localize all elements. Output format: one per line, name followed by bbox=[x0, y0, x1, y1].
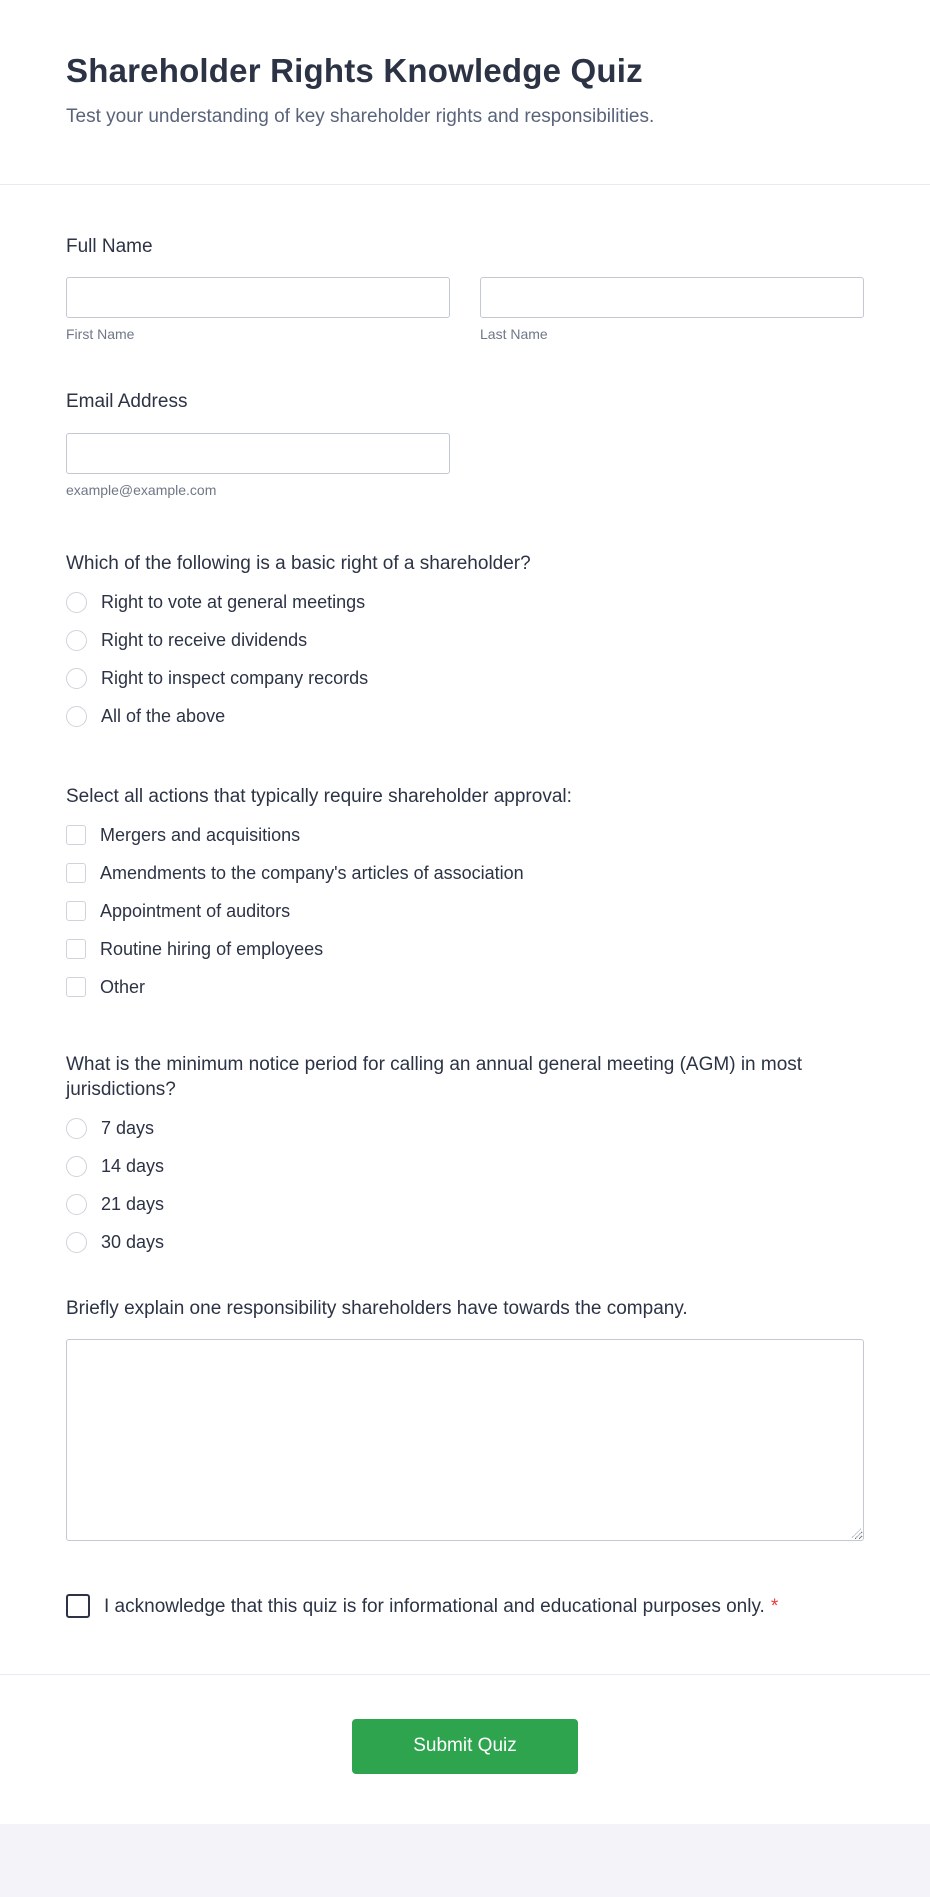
email-input-wrap bbox=[66, 433, 864, 474]
radio-option[interactable] bbox=[66, 1117, 864, 1141]
email-field bbox=[66, 390, 864, 498]
radio-icon[interactable] bbox=[66, 706, 87, 727]
question-label: Briefly explain one responsibility shareholders have towards the company. bbox=[66, 1297, 688, 1319]
option-label[interactable]: Right to inspect company records bbox=[101, 668, 369, 688]
acknowledgement-checkbox-icon[interactable] bbox=[66, 1594, 90, 1618]
checkbox-icon[interactable] bbox=[66, 863, 86, 883]
radio-group-notice-period bbox=[66, 1117, 864, 1255]
full-name-row bbox=[66, 277, 864, 342]
option-label[interactable]: Appointment of auditors bbox=[100, 900, 291, 921]
required-asterisk: * bbox=[770, 1596, 779, 1618]
full-name-label: Full Name bbox=[66, 235, 153, 257]
option-label[interactable]: Right to vote at general meetings bbox=[101, 592, 366, 612]
option-label[interactable]: 21 days bbox=[101, 1194, 165, 1215]
checkbox-option[interactable] bbox=[66, 975, 864, 999]
page-footer-strip bbox=[0, 1824, 930, 1876]
option-label[interactable]: 14 days bbox=[101, 1156, 165, 1177]
header-divider bbox=[0, 184, 930, 185]
acknowledgement-label[interactable]: I acknowledge that this quiz is for informational and educational purposes only. bbox=[104, 1596, 765, 1618]
submit-area bbox=[0, 1675, 930, 1824]
option-label[interactable]: Routine hiring of employees bbox=[100, 938, 324, 959]
submit-button[interactable]: Submit Quiz bbox=[352, 1719, 578, 1774]
radio-option[interactable] bbox=[66, 591, 864, 615]
radio-option[interactable] bbox=[66, 1155, 864, 1179]
radio-icon[interactable] bbox=[66, 592, 87, 613]
radio-icon[interactable] bbox=[66, 1156, 87, 1177]
first-name-col bbox=[66, 277, 450, 342]
option-label[interactable]: All of the above bbox=[101, 706, 226, 726]
acknowledgement-field bbox=[66, 1593, 864, 1622]
last-name-sublabel: Last Name bbox=[480, 326, 548, 343]
acknowledgement-row[interactable] bbox=[66, 1593, 786, 1622]
radio-icon[interactable] bbox=[66, 668, 87, 689]
form-header bbox=[0, 0, 930, 184]
first-name-input[interactable] bbox=[66, 277, 450, 318]
checkbox-icon[interactable] bbox=[66, 825, 86, 845]
first-name-sublabel: First Name bbox=[66, 326, 135, 343]
page-subtitle: Test your understanding of key shareholder rights and responsibilities. bbox=[66, 106, 655, 127]
option-label[interactable]: 7 days bbox=[101, 1118, 155, 1139]
question-label: What is the minimum notice period for calling an annual general meeting (AGM) in most jurisdictions? bbox=[66, 1054, 803, 1101]
email-hint: example@example.com bbox=[66, 482, 217, 499]
checkbox-icon[interactable] bbox=[66, 977, 86, 997]
checkbox-icon[interactable] bbox=[66, 939, 86, 959]
last-name-input[interactable] bbox=[480, 277, 864, 318]
page-title: Shareholder Rights Knowledge Quiz bbox=[66, 52, 643, 89]
question-label: Select all actions that typically require shareholder approval: bbox=[66, 785, 572, 807]
email-input[interactable] bbox=[66, 433, 450, 474]
checkbox-option[interactable] bbox=[66, 861, 864, 885]
checkbox-option[interactable] bbox=[66, 937, 864, 961]
radio-group-basic-right bbox=[66, 591, 864, 729]
checkbox-icon[interactable] bbox=[66, 901, 86, 921]
radio-option[interactable] bbox=[66, 1193, 864, 1217]
option-label[interactable]: 30 days bbox=[101, 1232, 165, 1253]
question-basic-right bbox=[66, 552, 864, 729]
question-label: Which of the following is a basic right of a shareholder? bbox=[66, 553, 531, 575]
full-name-field bbox=[66, 235, 864, 343]
responsibility-textarea[interactable] bbox=[66, 1339, 864, 1541]
option-label[interactable]: Mergers and acquisitions bbox=[100, 824, 301, 845]
radio-option[interactable] bbox=[66, 705, 864, 729]
radio-icon[interactable] bbox=[66, 1194, 87, 1215]
question-responsibility bbox=[66, 1297, 864, 1542]
checkbox-group-approval bbox=[66, 823, 864, 999]
radio-option[interactable] bbox=[66, 629, 864, 653]
email-label: Email Address bbox=[66, 391, 188, 413]
checkbox-option[interactable] bbox=[66, 899, 864, 923]
question-approval-actions bbox=[66, 785, 864, 1000]
option-label[interactable]: Right to receive dividends bbox=[101, 630, 308, 650]
radio-option[interactable] bbox=[66, 1231, 864, 1255]
option-label[interactable]: Other bbox=[100, 976, 146, 997]
radio-icon[interactable] bbox=[66, 1232, 87, 1253]
form-body bbox=[0, 235, 930, 1674]
question-notice-period bbox=[66, 1053, 864, 1254]
radio-icon[interactable] bbox=[66, 1118, 87, 1139]
textarea-wrap bbox=[66, 1339, 864, 1541]
last-name-col bbox=[480, 277, 864, 342]
checkbox-option[interactable] bbox=[66, 823, 864, 847]
option-label[interactable]: Amendments to the company's articles of association bbox=[100, 862, 524, 883]
radio-option[interactable] bbox=[66, 667, 864, 691]
radio-icon[interactable] bbox=[66, 630, 87, 651]
